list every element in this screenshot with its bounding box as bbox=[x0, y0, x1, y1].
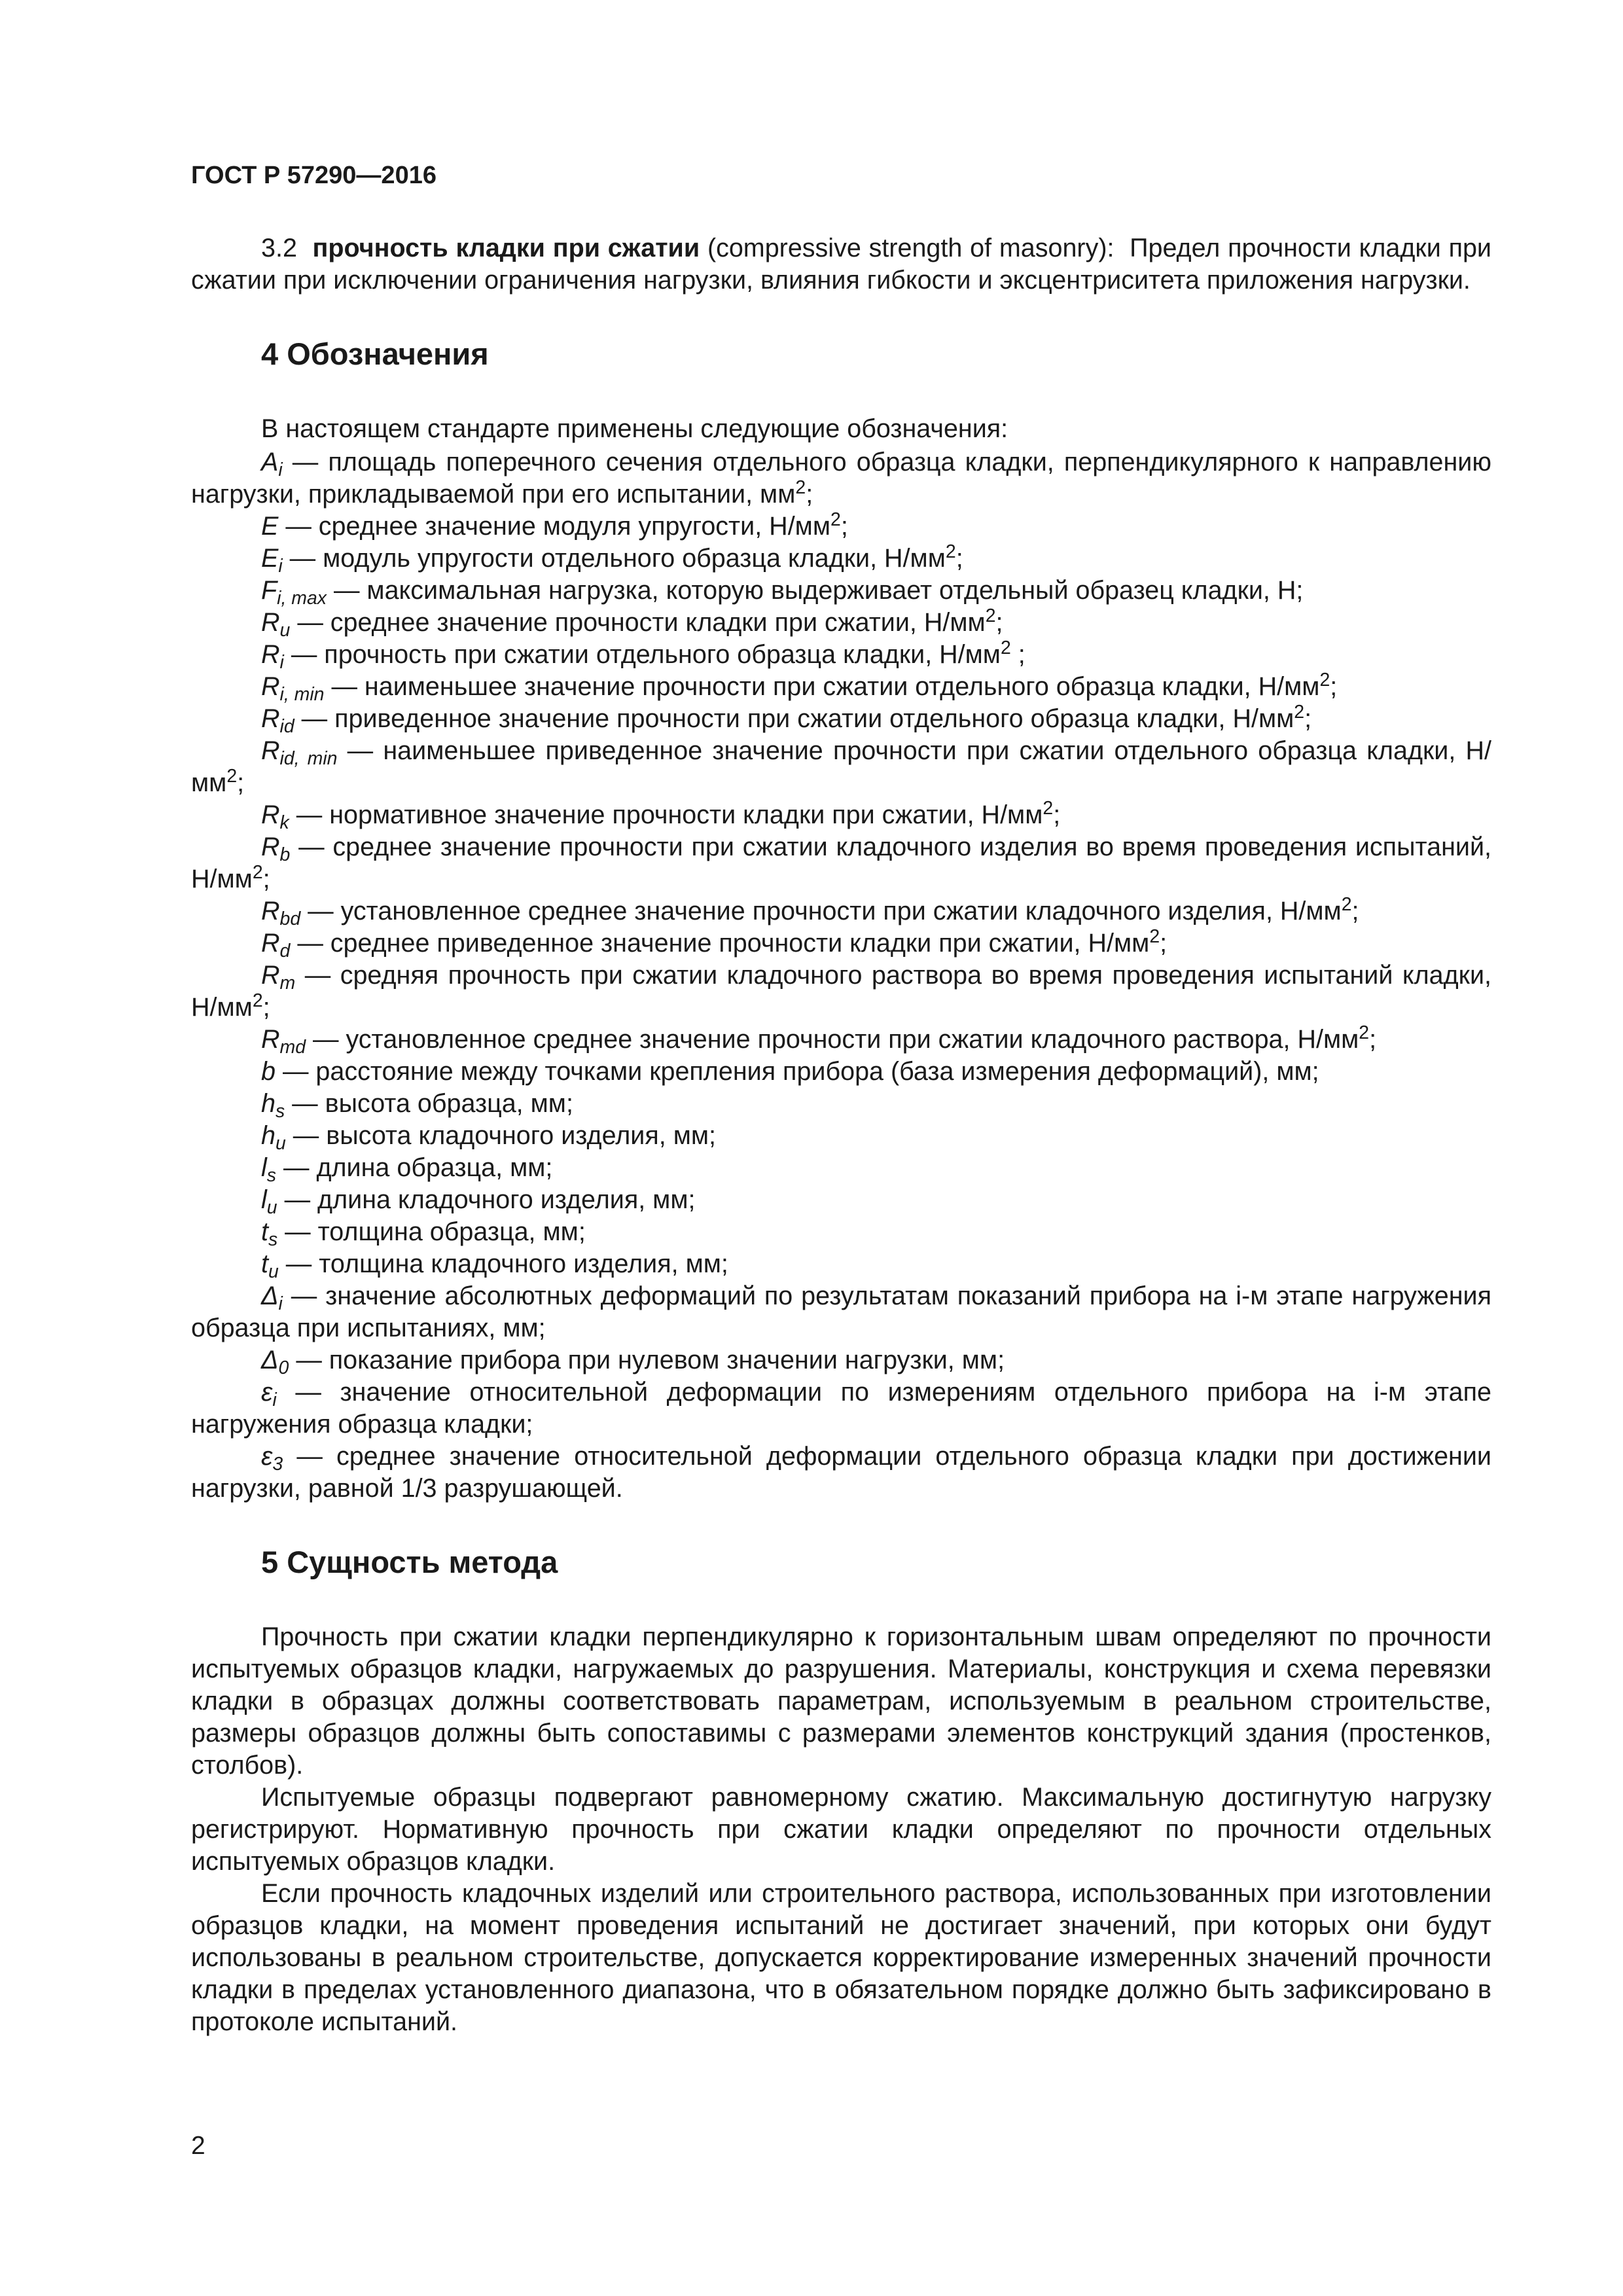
symbol-definition bbox=[191, 1056, 1491, 1088]
symbol: A bbox=[261, 448, 279, 476]
symbol: R bbox=[261, 736, 280, 765]
symbol: R bbox=[261, 929, 280, 958]
definition-tail: ; bbox=[1330, 672, 1338, 701]
symbol-description: — средняя прочность при сжатии кладочного раствора во время проведения испытаний кладки, Н/мм bbox=[191, 961, 1491, 1022]
symbol-description: — расстояние между точками крепления прибора (база измерения деформаций), мм; bbox=[275, 1057, 1319, 1086]
symbol-definition bbox=[191, 735, 1491, 799]
unit-superscript: 2 bbox=[1359, 1022, 1370, 1043]
symbol-subscript: u bbox=[266, 1196, 277, 1218]
symbol-subscript: i bbox=[278, 1293, 283, 1314]
symbol-definition bbox=[191, 895, 1491, 927]
symbol-description: — приведенное значение прочности при сжатии отдельного образца кладки, Н/мм bbox=[294, 704, 1294, 733]
symbol-description: — среднее значение относительной деформации отдельного образца кладки при достижении нагрузки, равной 1/3 разрушающей. bbox=[191, 1442, 1491, 1503]
symbol-definition bbox=[191, 1344, 1491, 1376]
symbol-definition bbox=[191, 960, 1491, 1024]
definition-tail: ; bbox=[955, 544, 963, 573]
symbols-list bbox=[191, 446, 1491, 1505]
unit-superscript: 2 bbox=[252, 861, 263, 883]
symbol-subscript: id, min bbox=[279, 747, 338, 769]
symbol-subscript: i, max bbox=[277, 587, 327, 609]
symbol-description: — максимальная нагрузка, которую выдерживает отдельный образец кладки, Н; bbox=[326, 576, 1304, 605]
symbol-description: — показание прибора при нулевом значении нагрузки, мм; bbox=[289, 1346, 1005, 1374]
term-english: (compressive strength of masonry): bbox=[707, 234, 1115, 262]
unit-superscript: 2 bbox=[945, 541, 956, 562]
symbol-subscript: i bbox=[278, 555, 283, 577]
symbol-description: — значение относительной деформации по измерениям отдельного прибора на i-м этапе нагружения образца кладки; bbox=[191, 1378, 1491, 1439]
symbol-definition bbox=[191, 1088, 1491, 1120]
page-number: 2 bbox=[191, 2132, 205, 2160]
unit-superscript: 2 bbox=[1000, 637, 1011, 658]
clause-number: 3.2 bbox=[261, 234, 297, 262]
method-paragraph-2: Испытуемые образцы подвергают равномерному сжатию. Максимальную достигнутую нагрузку регистрируют. Нормативную прочность при сжатии кладки определяют по прочности отдельных испытуемых образцов кладки. bbox=[191, 1783, 1491, 1876]
symbol-description: — площадь поперечного сечения отдельного образца кладки, перпендикулярного к направлению нагрузки, прикладываемой при его испытании, мм bbox=[191, 448, 1491, 509]
page-content bbox=[191, 232, 1491, 2038]
unit-superscript: 2 bbox=[830, 509, 841, 530]
definition-tail: ; bbox=[1369, 1025, 1377, 1054]
symbol-description: — установленное среднее значение прочности при сжатии кладочного изделия, Н/мм bbox=[300, 897, 1342, 925]
symbol-description: — высота кладочного изделия, мм; bbox=[285, 1121, 716, 1150]
unit-superscript: 2 bbox=[252, 990, 263, 1011]
symbol-subscript: 0 bbox=[278, 1357, 289, 1378]
symbol-definition bbox=[191, 575, 1491, 607]
unit-superscript: 2 bbox=[1294, 701, 1305, 723]
symbol-subscript: 3 bbox=[272, 1453, 283, 1475]
symbol-definition bbox=[191, 446, 1491, 511]
definition-tail: ; bbox=[262, 993, 270, 1022]
symbol-description: — длина образца, мм; bbox=[276, 1153, 553, 1182]
definition-tail: ; bbox=[806, 480, 813, 509]
symbol-description: — нормативное значение прочности кладки при сжатии, Н/мм bbox=[289, 800, 1043, 829]
symbol: R bbox=[261, 897, 280, 925]
unit-superscript: 2 bbox=[985, 605, 996, 626]
definition-tail: ; bbox=[1160, 929, 1168, 958]
term-bold: прочность кладки при сжатии bbox=[312, 234, 700, 262]
symbol-definition bbox=[191, 1441, 1491, 1505]
symbol-subscript: id bbox=[279, 715, 294, 737]
unit-superscript: 2 bbox=[1341, 893, 1352, 915]
symbol: R bbox=[261, 961, 280, 990]
symbol: R bbox=[261, 672, 280, 701]
symbol-description: — среднее приведенное значение прочности кладки при сжатии, Н/мм bbox=[290, 929, 1150, 958]
symbol: R bbox=[261, 704, 280, 733]
symbol: R bbox=[261, 833, 280, 861]
unit-superscript: 2 bbox=[795, 476, 806, 498]
symbol-subscript: s bbox=[268, 1229, 278, 1250]
method-paragraph-1: Прочность при сжатии кладки перпендикулярно к горизонтальным швам определяют по прочности испытуемых образцов кладки, нагружаемых до разрушения. Материалы, конструкция и схема перевязки кладки в образцах должны соответствовать параметрам, используемым в реальном строительстве, размеры образцов должны быть сопоставимы с размерами элементов конструкций здания (простенков, столбов). bbox=[191, 1623, 1491, 1780]
symbol-definition bbox=[191, 703, 1491, 735]
definition-tail: ; bbox=[840, 512, 848, 541]
term-definition: Предел прочности кладки при сжатии при исключении ограничения нагрузки, влияния гибкости и эксцентриситета приложения нагрузки. bbox=[191, 234, 1492, 295]
symbol: t bbox=[261, 1249, 268, 1278]
unit-superscript: 2 bbox=[226, 765, 238, 787]
symbol-subscript: b bbox=[279, 844, 291, 865]
symbol-subscript: s bbox=[266, 1164, 276, 1186]
symbol-definition bbox=[191, 831, 1491, 895]
symbol: F bbox=[261, 576, 277, 605]
symbol-subscript: i bbox=[272, 1389, 277, 1410]
symbol-definition bbox=[191, 1216, 1491, 1248]
symbol: Δ bbox=[261, 1282, 279, 1310]
symbol-definition bbox=[191, 1184, 1491, 1216]
symbol-subscript: md bbox=[279, 1036, 306, 1058]
unit-superscript: 2 bbox=[1149, 925, 1160, 947]
symbol-description: — толщина кладочного изделия, мм; bbox=[278, 1249, 728, 1278]
symbol-definition bbox=[191, 1024, 1491, 1056]
symbol-subscript: bd bbox=[279, 908, 301, 929]
symbol-subscript: m bbox=[279, 972, 296, 994]
unit-superscript: 2 bbox=[1319, 669, 1330, 691]
symbol-description: — среднее значение прочности кладки при сжатии, Н/мм bbox=[290, 608, 986, 637]
definition-tail: ; bbox=[1351, 897, 1359, 925]
unit-superscript: 2 bbox=[1043, 797, 1054, 819]
section-5-heading: 5 Сущность метода bbox=[261, 1545, 558, 1579]
symbol-definition bbox=[191, 511, 1491, 543]
definition-tail: ; bbox=[1053, 800, 1061, 829]
symbol-subscript: u bbox=[268, 1261, 279, 1282]
definition-tail: ; bbox=[995, 608, 1003, 637]
symbol: h bbox=[261, 1121, 276, 1150]
definition-tail: ; bbox=[262, 865, 270, 893]
symbol-definition bbox=[191, 607, 1491, 639]
symbol-description: — значение абсолютных деформаций по результатам показаний прибора на i-м этапе нагружения образца при испытаниях, мм; bbox=[191, 1282, 1491, 1342]
symbol-definition bbox=[191, 1376, 1491, 1441]
symbol: h bbox=[261, 1089, 276, 1118]
symbol: t bbox=[261, 1217, 268, 1246]
section-4-heading: 4 Обозначения bbox=[261, 336, 489, 371]
symbol-description: — длина кладочного изделия, мм; bbox=[277, 1185, 696, 1214]
symbol-description: — среднее значение модуля упругости, Н/мм bbox=[278, 512, 830, 541]
symbol-subscript: u bbox=[275, 1132, 286, 1154]
definition-3-2 bbox=[191, 232, 1491, 296]
definition-tail: ; bbox=[237, 768, 245, 797]
symbol-subscript: k bbox=[279, 812, 289, 833]
symbol-description: — наименьшее значение прочности при сжатии отдельного образца кладки, Н/мм bbox=[324, 672, 1320, 701]
symbol-subscript: u bbox=[279, 619, 291, 641]
symbol: l bbox=[261, 1153, 267, 1182]
symbol-definition bbox=[191, 927, 1491, 960]
symbol: l bbox=[261, 1185, 267, 1214]
symbol: R bbox=[261, 640, 280, 669]
symbol: ε bbox=[261, 1442, 273, 1471]
symbol-definition bbox=[191, 799, 1491, 831]
symbols-intro: В настоящем стандарте применены следующие обозначения: bbox=[261, 414, 1008, 443]
symbol-definition bbox=[191, 1120, 1491, 1152]
symbol: Δ bbox=[261, 1346, 279, 1374]
symbol-description: — толщина образца, мм; bbox=[277, 1217, 586, 1246]
definition-tail: ; bbox=[1304, 704, 1312, 733]
symbol-definition bbox=[191, 639, 1491, 671]
symbol-subscript: d bbox=[279, 940, 291, 961]
symbol-subscript: i bbox=[279, 651, 284, 673]
symbol-definition bbox=[191, 543, 1491, 575]
symbol: R bbox=[261, 608, 280, 637]
symbol-subscript: i bbox=[278, 459, 283, 480]
definition-tail: ; bbox=[1010, 640, 1026, 669]
symbol: R bbox=[261, 1025, 280, 1054]
symbol-subscript: s bbox=[275, 1100, 285, 1122]
symbol: E bbox=[261, 512, 279, 541]
symbol-definition bbox=[191, 671, 1491, 703]
symbol-description: — установленное среднее значение прочности при сжатии кладочного раствора, Н/мм bbox=[306, 1025, 1359, 1054]
symbol-definition bbox=[191, 1152, 1491, 1184]
symbol-description: — модуль упругости отдельного образца кладки, Н/мм bbox=[282, 544, 946, 573]
symbol-definition bbox=[191, 1280, 1491, 1344]
method-paragraph-3: Если прочность кладочных изделий или строительного раствора, использованных при изготовлении образцов кладки, на момент проведения испытаний не достигает значений, при которых они будут использованы в реальном строительстве, допускается корректирование измеренных значений прочности кладки в пределах установленного диапазона, что в обязательном порядке должно быть зафиксировано в протоколе испытаний. bbox=[191, 1879, 1491, 2036]
symbol-description: — наименьшее приведенное значение прочности при сжатии отдельного образца кладки, Н/мм bbox=[191, 736, 1491, 797]
symbol: E bbox=[261, 544, 279, 573]
symbol-description: — прочность при сжатии отдельного образца кладки, Н/мм bbox=[283, 640, 1001, 669]
symbol-description: — среднее значение прочности при сжатии кладочного изделия во время проведения испытаний, Н/мм bbox=[191, 833, 1491, 893]
symbol: R bbox=[261, 800, 280, 829]
symbol: ε bbox=[261, 1378, 273, 1407]
symbol-subscript: i, min bbox=[279, 683, 325, 705]
symbol-description: — высота образца, мм; bbox=[285, 1089, 573, 1118]
symbol: b bbox=[261, 1057, 276, 1086]
document-code: ГОСТ Р 57290—2016 bbox=[191, 162, 437, 189]
symbol-definition bbox=[191, 1248, 1491, 1280]
